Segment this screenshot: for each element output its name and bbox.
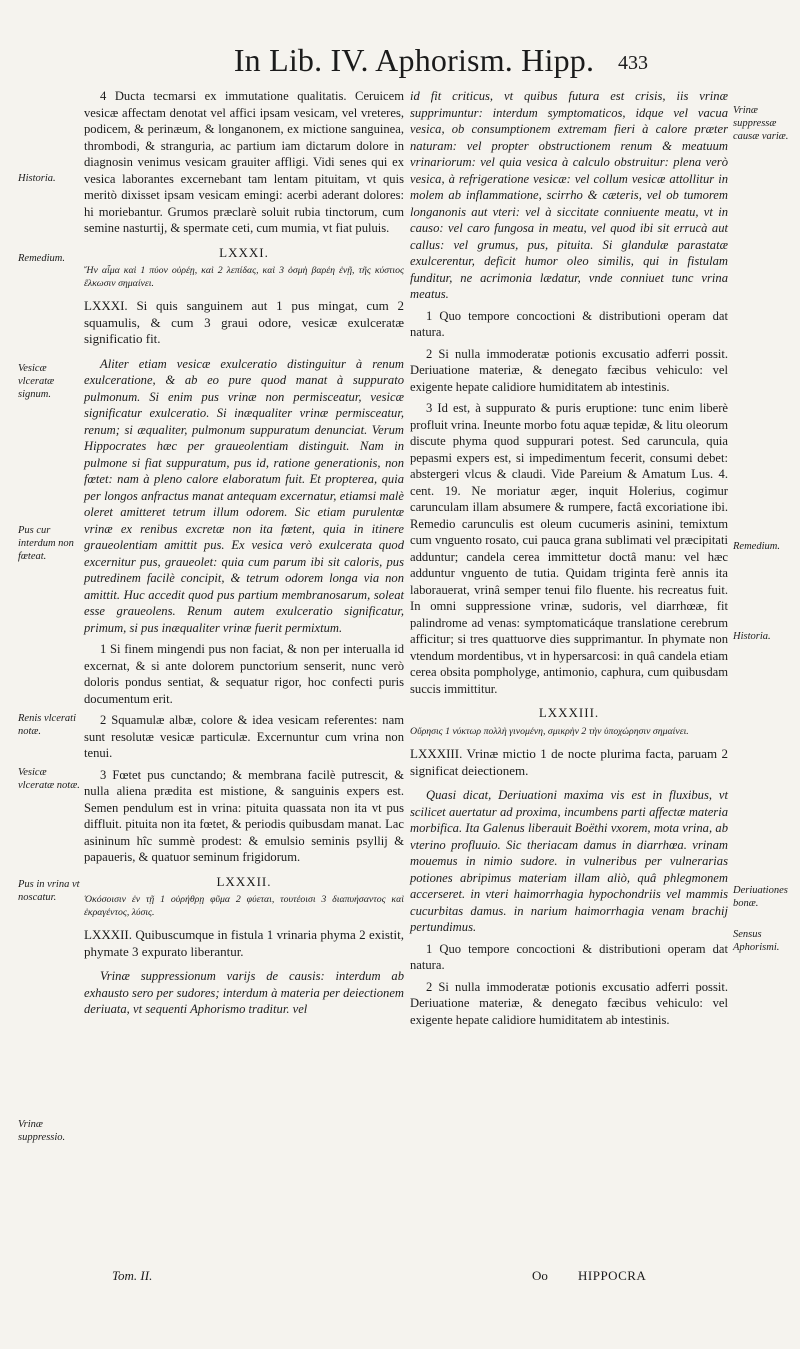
paragraph-note-4: 4 Ducta tecmarsi ex immutatione qualitatis. Ceruicem vesicæ affectam denotat vel affici ipsam vesicam, vel vreteres, podicem, & perinæum, & longanonem, ex mictione sanguinea, thrombodi, & stranguria, ac partium iam dictarum dolore in diagnosin venimus vesicam grauiter affligi. Vidi senes qui ex vesica laborantes excernebant tam lentam pituitam, vt quis meritò dixisset ipsam vesicam emingi: acerbi aderant dolores: hi moriebantur. Grumos præclarè soluit rubia tinctorum, cum semine nasturtij, & spermate ceti, cum mumia, vt fiat puluis. (84, 89, 404, 235)
margin-note-deriuationes: Deriuationes bonæ. (733, 885, 788, 909)
margin-note-pus-cur: Pus cur interdum non fœteat. (18, 525, 74, 562)
margin-note-sensus: Sensus Aphorismi. (733, 929, 780, 953)
catchword: HIPPOCRA (578, 1268, 647, 1283)
commentary-83: Quasi dicat, Deriuationi maxima vis est in fluxibus, vt scilicet auertatur ad proxima, incumbens parti affectæ materia morbifica. Ita Galenus liberauit Boëthi vxorem, mota vrina, ab vterino profluuio. Sic theriacam damus in diarrhœa. vrinam mouemus in nimio sudore. in vulneribus per vulnerarias potiones abripimus materiam illam aliò, quâ phlegmonem accerseret. in vteri haimorrhagia hypochondriis vel mammis cucurbitas damus. in narium haimorrhagia venam brachij pertundimus. (410, 788, 728, 934)
margin-note-renis: Renis vlcerati notæ. (18, 713, 77, 737)
page-number: 433 (618, 52, 648, 74)
margin-note-historia-2: Historia. (733, 631, 771, 642)
aphorism-number-82: LXXXII. (216, 873, 272, 889)
note-81-2: 2 Squamulæ albæ, colore & idea vesicam referentes: nam sunt resolutæ vesicæ particulæ. Excernuntur cum vrina non tenui. (84, 713, 404, 760)
margin-note-suppressae-causae: Vrinæ suppressæ causæ variæ. (733, 105, 789, 142)
note-81-1: 1 Si finem mingendi pus non faciat, & non per interualla id excernat, & si ante dolorem punctorium senserit, nunc verò doloris pondus sentiat, & sequatur rigor, hoc confecti puris documentum erit. (84, 642, 404, 706)
aphorism-number-81: LXXXI. (219, 244, 269, 260)
margin-note-vesicae-signum: Vesicæ vlceratæ signum. (18, 363, 55, 400)
running-title: In Lib. IV. Aphorism. Hipp. (233, 42, 595, 78)
margin-note-vesicae-notae: Vesicæ vlceratæ notæ. (18, 767, 80, 791)
page-header (0, 40, 800, 84)
right-column (410, 88, 728, 1033)
commentary-82-continued: id fit criticus, vt quibus futura est crisis, iis vrinæ supprimuntur: interdum symptomaticos, idque vel vacua vesica, ob consumptionem extremam fieri à calore præter naturam: vel propter obstructionem renum & meatuum vrinariorum: vel quia vesica à calculo obstruitur: plena verò vesica, à refrigeratione vesicæ: vel collum vesicæ attollitur in molem ab inflammatione, scirrho & cæteris, vel ob tumorem longanonis aut vteri: vel à siccitate conniuente meatu, vt in causo: vel caro fungosa in meatu, vel quod ibi sit errucà aut callus: vel grumus, pus, pituita. Si glandulæ parastatæ exulcerentur, deficit humor oleo similis, qui in fistulam funditur, ne acrimonia lædatur, vnde conniuet tunc vrina meatus. (410, 89, 728, 301)
signature-mark: Oo (532, 1268, 548, 1283)
margin-note-remedium-2: Remedium. (733, 541, 780, 552)
note-82-1: 1 Quo tempore concoctioni & distributioni operam dat natura. (410, 308, 728, 339)
note-82-2: 2 Si nulla immoderatæ potionis excusatio adferri possit. Deriuatione materiæ, & denegato fæcibus vehiculo: vel exigente hepate calidiore humiditatem ab intestinis. (410, 346, 728, 394)
aphorism-83: LXXXIII. Vrinæ mictio 1 de nocte plurima facta, paruam 2 significat deiectionem. (410, 746, 728, 778)
note-83-1: 1 Quo tempore concoctioni & distributioni operam dat natura. (410, 941, 728, 972)
page-footer (0, 1268, 800, 1288)
greek-text-83: Οὔρησις 1 νύκτωρ πολλὴ γινομένη, σμικρὴν 2 τὴν ὑποχώρησιν σημαίνει. (410, 725, 689, 737)
note-81-3: 3 Fœtet pus cunctando; & membrana facilè putrescit, & nulla aliena prædita est mistione, & sanguinis expers est. Semen pendulum est in vrina: pituita quassata non ita vt pus diffluit. pituita non ita fœtet, & periodis quibusdam manat. Lac asininum hîc summè prodest: & emulsio seminis psyllij & papaueris, & quatuor seminum frigidorum. (84, 767, 404, 864)
aphorism-number-83: LXXXIII. (538, 705, 600, 720)
margin-note-vrinae-suppressio: Vrinæ suppressio. (18, 1119, 66, 1143)
margin-note-remedium: Remedium. (18, 253, 65, 264)
note-83-2: 2 Si nulla immoderatæ potionis excusatio adferri possit. Deriuatione materiæ, & denegato fæcibus vehiculo: vel exigente hepate calidiore humiditatem ab intestinis. (410, 979, 728, 1027)
left-column (84, 88, 404, 1023)
margin-note-historia: Historia. (18, 173, 56, 184)
greek-text-81: Ἤν αἷμα καὶ 1 πύον οὐρέῃ, καὶ 2 λεπίδας, καὶ 3 ὀσμὴ βαρέη ἐνῇ, τῆς κύστιος ἕλκωσιν σημαίνει. (84, 265, 404, 289)
aphorism-82: LXXXII. Quibuscumque in fistula 1 vrinaria phyma 2 existit, phymate 3 expurato liberantur. (84, 927, 404, 959)
note-82-3: 3 Id est, à suppurato & puris eruptione: tunc enim liberè profluit vrina. Ineunte morbo fotu aquæ tepidæ, & litu oleorum discute phyma quod suppurari potest. Sed caruncula, quia pepasmi expers est, si impedimentum fecerit, consumi debet: abstergeri vlcus & claudi. Vide Pareium & Amatum Lus. 4. cent. 19. Ne moriatur æger, inquit Holerius, cogimur carunculam illam absumere & rumpere, factâ excoriatione ibi. Remedio carunculis est oleum cucumeris asinini, temixtum cum vnguento rosato, cui pauca grana sublimati vel præcipitati adduntur; candela cerea immittetur doctâ manu: vel hæc adduntur vnguento de tutia. Quidam triginta ferè annis ita laborauerat, vrinâ semper tenui filo fluente. his recreatus fuit. In omni suppressione vrinæ, sudoris, vel diarrhœæ, fit palindrome ad venas: symptomaticáque translatione cerebrum afficitur; si tres quattuorve dies supprimantur. In phymate non vtendum mordentibus, vt in hypersarcosi: in quâ candela etiam cerea obsita pompholyge, antimonio, caphura, cum quibusdam succis immittitur. (410, 401, 728, 696)
commentary-82: Vrinæ suppressionum varijs de causis: interdum ab exhausto sero per sudores; interdum à materia per deiectionem deriuata, vt sequenti Aphorismo traditur. vel (84, 969, 404, 1016)
greek-text-82: Ὁκόσοισιν ἐν τῇ 1 οὐρήθρῃ φῦμα 2 φύεται, τουτέοισι 3 διαπυήσαντος καὶ ἐκραγέντος, λύσις. (84, 894, 404, 918)
margin-note-pus-in-vrina: Pus in vrina vt noscatur. (18, 879, 80, 903)
commentary-81: Aliter etiam vesicæ exulceratio distinguitur à renum exulceratione, & ab eo pure quod manat à suppurato pulmonum. Si enim pus vrinæ non permisceatur, vesicæ significatur exulceratio. Si inæqualiter vrinæ permisceatur, renum; si æqualiter, pulmonum suppuratum denunciat. Verum Hippocrates hæc per graueolentiam distinguit. Nam in pulmone si fiat suppuratum, pus id, ratione generationis, non fœtet: nam à pleno calore elaboratum fuit. Et propterea, quia per longos anfractus manat antequam excernatur, etiamsi malè oleret amitteret tetrum illum odorem. Sic etiam purulentæ vrinæ ex renibus excretæ non ita fœtent, quia in itinere graueolentiam amittit pus. Ex vesica verò exulcerata quod excernitur pus, graueolet: quia cum parum ibi sit caloris, pus putredinem facilè concipit, & tetrum odorem longa via non amittit. Huc accedit quod pus partium membranosarum, soleat esse graueolens. Renum autem exulceratio significatur, primum, si pus inæqualiter vrinæ fuerit permixtum. (84, 356, 404, 635)
volume-label: Tom. II. (112, 1268, 153, 1283)
aphorism-81: LXXXI. Si quis sanguinem aut 1 pus mingat, cum 2 squamulis, & cum 3 graui odore, vesicæ exulceratæ significatio fit. (84, 298, 404, 346)
